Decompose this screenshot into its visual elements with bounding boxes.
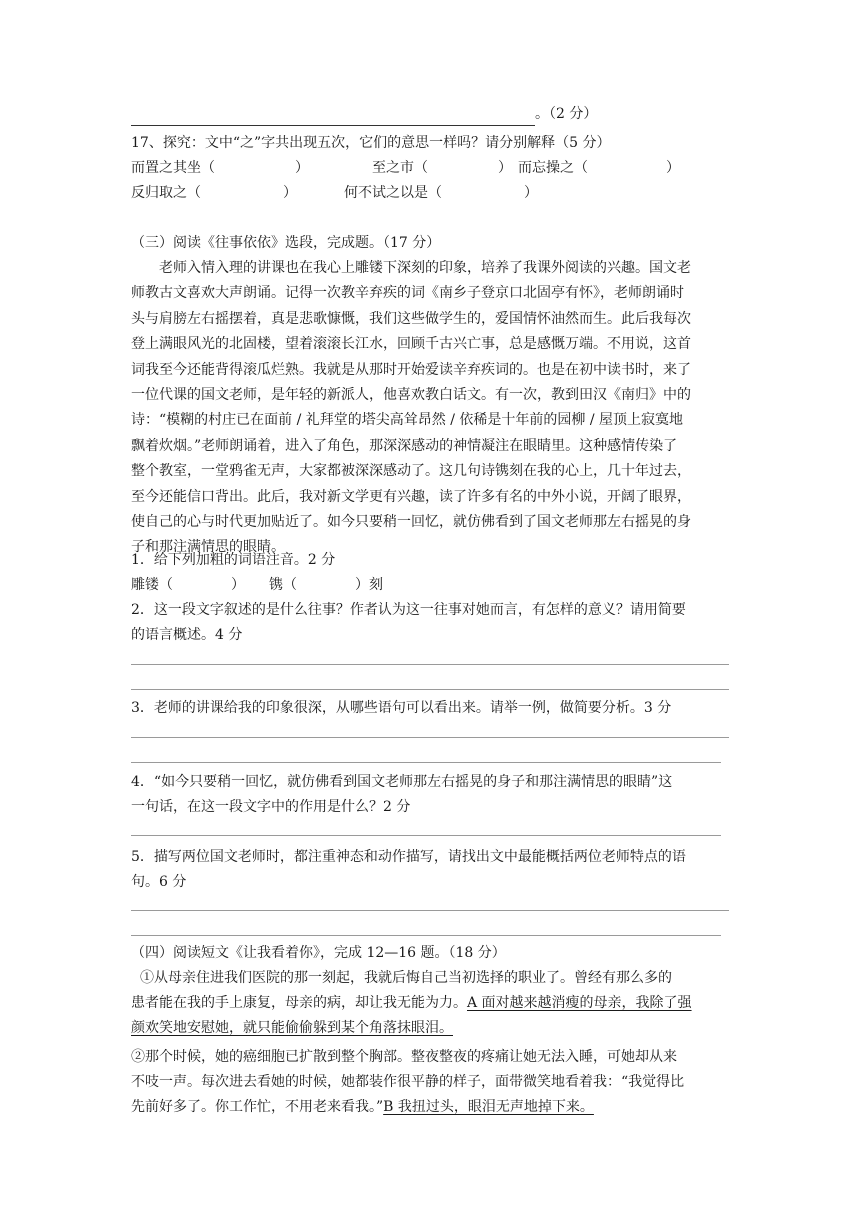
- answer-blank[interactable]: [131, 109, 535, 126]
- section4-p1-line1: ①从母亲住进我们医院的那一刻起，我就后悔自己当初选择的职业了。曾经有那么多的: [140, 970, 672, 986]
- q4-answer-line[interactable]: [131, 835, 721, 836]
- section4-p2-line2: 不吱一声。每次进去看她的时候，她都装作很平静的样子，面带微笑地看着我：“我觉得比: [131, 1074, 685, 1090]
- section4-heading: （四）阅读短文《让我看着你》，完成 12—16 题。（18 分）: [131, 945, 506, 961]
- q1-item: 镌（: [269, 577, 297, 593]
- q1-paren: ）: [231, 577, 245, 593]
- q17-item: 而忘操之（: [518, 160, 588, 176]
- q17-paren: ）: [524, 185, 538, 201]
- passage-line: 使自己的心与时代更加贴近了。如今只要稍一回忆，就仿佛看到了国文老师那左右摇晃的身: [131, 514, 691, 531]
- q2-prompt-2: 的语言概述。4 分: [131, 627, 243, 643]
- q17-row-2b: [344, 181, 538, 205]
- passage-line: 头与肩膀左右摇摆着，真是悲歌慷慨，我们这些做学生的，爱国情怀油然而生。此后我每次: [131, 310, 691, 327]
- q4-prompt-1: 4．“如今只要稍一回忆，就仿佛看到国文老师那左右摇晃的身子和那注满情思的眼睛”这: [131, 774, 673, 790]
- section3-passage: [131, 256, 731, 561]
- q3-answer-line[interactable]: [131, 762, 721, 763]
- q17-item: 至之市（: [372, 160, 428, 176]
- q17-row-1b: [372, 156, 512, 180]
- q17-item: 何不试之以是（: [344, 185, 442, 201]
- q3-answer-line[interactable]: [131, 737, 729, 738]
- q16-score: 。（2 分）: [535, 106, 598, 122]
- q17-paren: ）: [666, 160, 680, 176]
- underlined-sentence-b: B 我扭过头，眼泪无声地掉下来。: [383, 1099, 594, 1115]
- q2-prompt-1: 2．这一段文字叙述的是什么往事？作者认为这一往事对她而言，有怎样的意义？请用简要: [131, 602, 686, 618]
- passage-line: 一位代课的国文老师，是年轻的新派人，他喜欢教白话文。有一次，教到田汉《南归》中的: [131, 387, 691, 404]
- q2-answer-line[interactable]: [131, 664, 729, 665]
- q5-prompt-1: 5．描写两位国文老师时，都注重神态和动作描写，请找出文中最能概括两位老师特点的语: [131, 849, 686, 865]
- q3-prompt: 3．老师的讲课给我的印象很深，从哪些语句可以看出来。请举一例，做简要分析。3 分: [131, 700, 672, 716]
- q17-item: 反归取之（: [131, 185, 201, 201]
- q17-prompt: 17、探究：文中“之”字共出现五次，它们的意思一样吗？请分别解释（5 分）: [131, 135, 611, 151]
- q17-row-1: [131, 156, 309, 180]
- q5-answer-line[interactable]: [131, 935, 721, 936]
- section4-p2-line3: [131, 1095, 594, 1119]
- q17-item: 而置之其坐（: [131, 160, 215, 176]
- passage-line: 老师入情入理的讲课也在我心上雕镂下深刻的印象，培养了我课外阅读的兴趣。国文老: [159, 260, 691, 276]
- q2-answer-line[interactable]: [131, 689, 729, 690]
- underlined-sentence-a: A 面对越来越消瘦的母亲，我除了强: [467, 995, 692, 1011]
- q1-item: 雕镂（: [131, 577, 173, 593]
- q17-paren: ）: [498, 160, 512, 176]
- underlined-sentence-a: 颜欢笑地安慰她，就只能偷偷躲到某个角落抹眼泪。: [131, 1020, 453, 1036]
- q17-paren: ）: [295, 160, 309, 176]
- q5-answer-line[interactable]: [131, 910, 729, 911]
- q5-prompt-2: 句。6 分: [131, 874, 187, 890]
- passage-line: 整个教室，一堂鸦雀无声，大家都被深深感动了。这几句诗镌刻在我的心上，几十年过去，: [131, 463, 691, 480]
- plain-text: 患者能在我的手上康复，母亲的病，却让我无能为力。: [131, 995, 467, 1011]
- passage-line: 飘着炊烟。”老师朗诵着，进入了角色，那深深感动的神情凝注在眼睛里。这种感情传染了: [131, 437, 678, 454]
- section3-heading: （三）阅读《往事依依》选段，完成题。（17 分）: [131, 235, 441, 251]
- passage-line: 师教古文喜欢大声朗诵。记得一次教辛弃疾的词《南乡子登京口北固亭有怀》，老师朗诵时: [131, 285, 684, 302]
- q4-prompt-2: 一句话，在这一段文字中的作用是什么？2 分: [131, 799, 411, 815]
- q1-items: [131, 573, 383, 597]
- passage-line: 诗：“模糊的村庄已在面前 / 礼拜堂的塔尖高耸昂然 / 依稀是十年前的园柳 / 屋顶上寂寞地: [131, 412, 684, 429]
- passage-line: 词我至今还能背得滚瓜烂熟。我就是从那时开始爱读辛弃疾词的。也是在初中读书时，来了: [131, 361, 691, 378]
- section4-p1-line3: [131, 1016, 453, 1040]
- q16-answer-line: [131, 102, 597, 126]
- passage-line: 子和那注满情思的眼睛。: [131, 539, 285, 556]
- passage-line: 登上满眼风光的北固楼，望着滚滚长江水，回顾千古兴亡事，总是感慨万端。不用说，这首: [131, 336, 691, 353]
- section4-p1-line2: [131, 991, 692, 1015]
- q17-paren: ）: [283, 185, 297, 201]
- q1-paren: ）刻: [355, 577, 383, 593]
- q1-prompt: 1．给下列加粗的词语注音。2 分: [131, 552, 336, 568]
- q17-row-2: [131, 181, 297, 205]
- passage-line: 至今还能信口背出。此后，我对新文学更有兴趣，读了许多有名的中外小说，开阔了眼界，: [131, 488, 691, 505]
- section4-p2-line1: ②那个时候，她的癌细胞已扩散到整个胸部。整夜整夜的疼痛让她无法入睡，可她却从来: [131, 1049, 677, 1065]
- q17-row-1c: [518, 156, 680, 180]
- plain-text: 先前好多了。你工作忙，不用老来看我。”: [131, 1099, 384, 1115]
